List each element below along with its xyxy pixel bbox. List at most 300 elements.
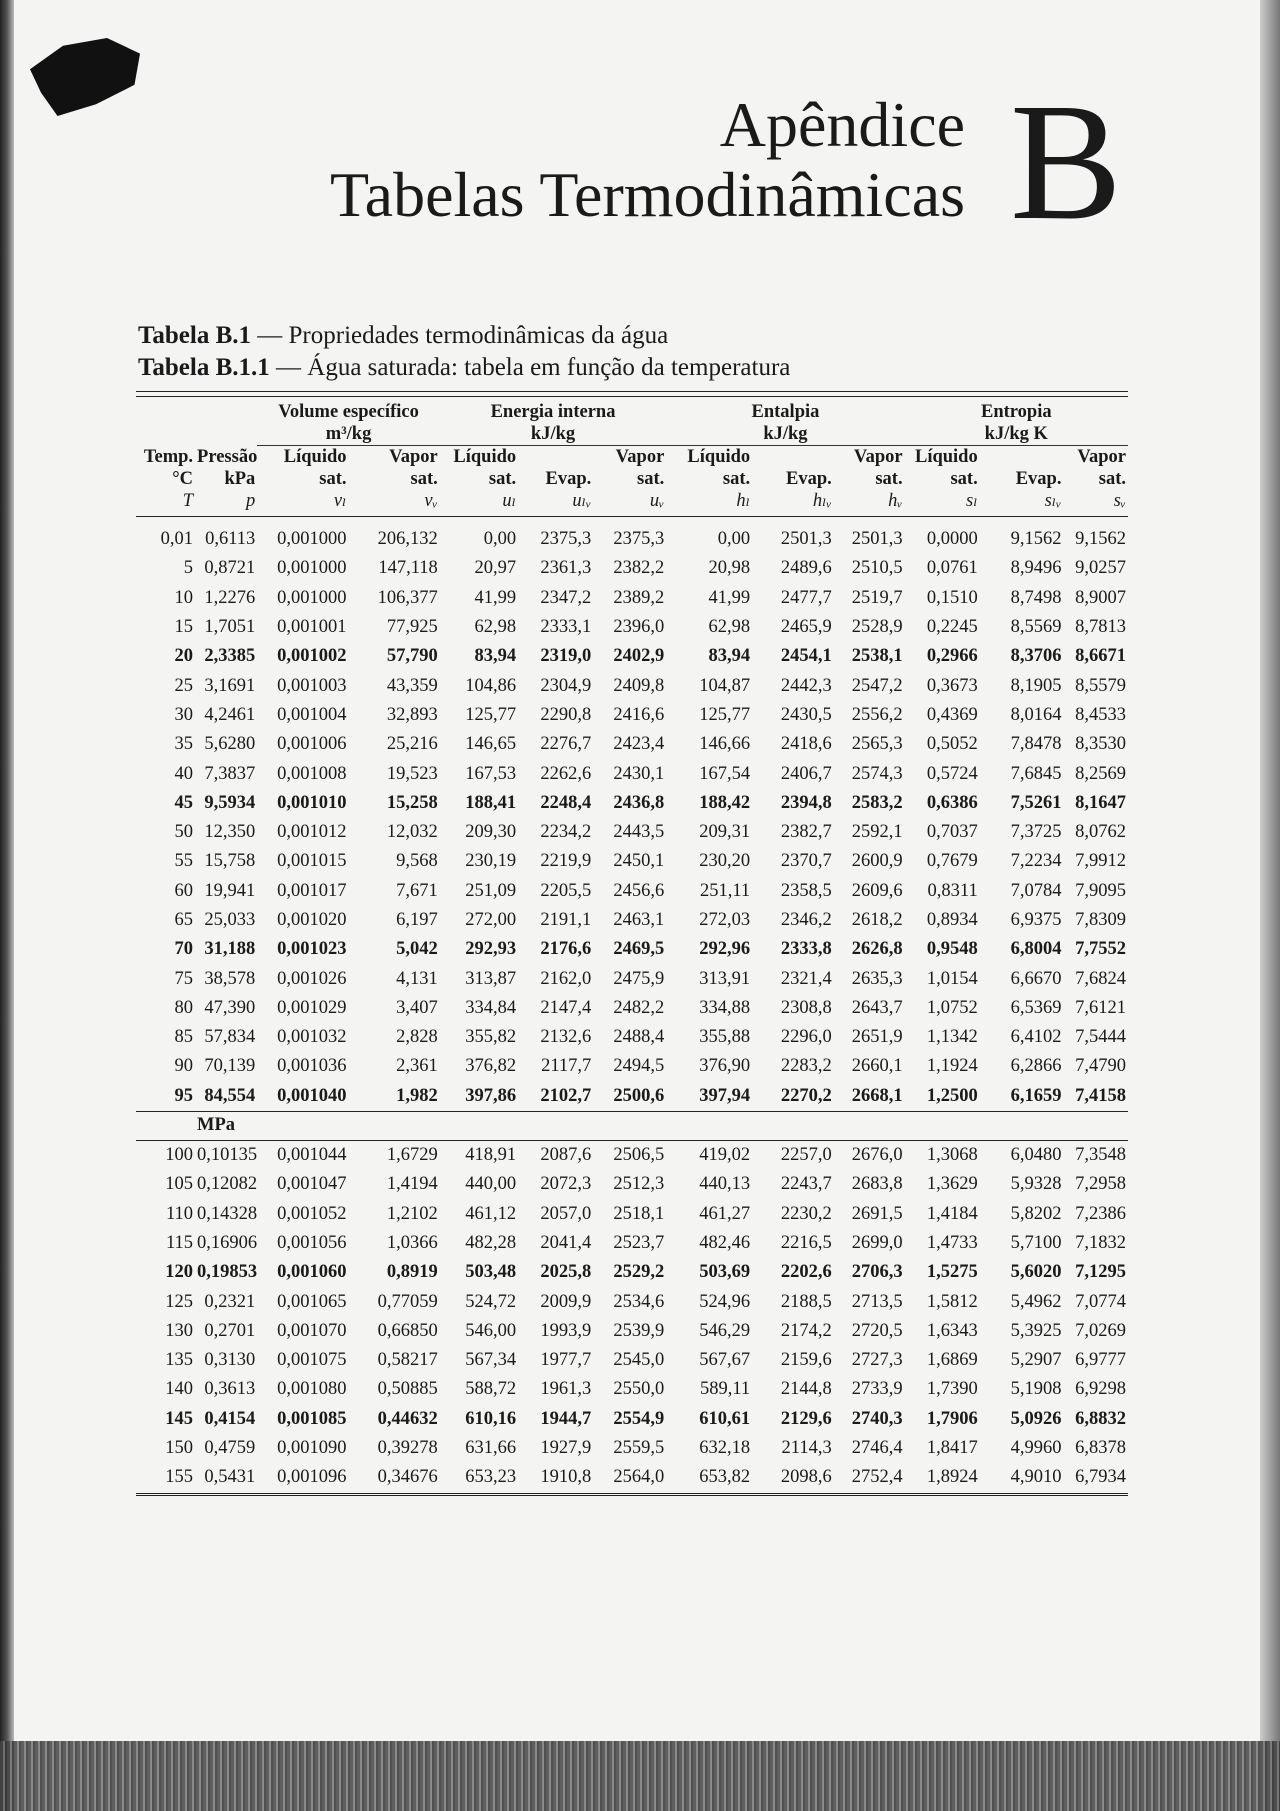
table-cell: 0,001080: [277, 1379, 347, 1400]
table-cell: 7,6121: [1075, 997, 1126, 1018]
table-cell: 8,7813: [1075, 617, 1126, 638]
table-cell: 8,5579: [1075, 675, 1126, 696]
table-cell: 2308,8: [780, 997, 832, 1018]
table-row: [136, 671, 1128, 700]
table-row: [136, 1023, 1128, 1052]
table-cell: 272,03: [699, 910, 751, 930]
table-cell: 2418,6: [780, 734, 832, 755]
table-cell: 0,001000: [277, 529, 347, 550]
table-cell: 5,6280: [204, 734, 256, 755]
table-cell: 1,7051: [204, 617, 256, 638]
table-cell: 0,16906: [197, 1232, 258, 1253]
table-cell: 15,258: [386, 792, 438, 813]
table-cell: 2129,6: [780, 1408, 832, 1429]
table-cell: 75: [174, 968, 194, 989]
table-cell: 2564,0: [593, 1463, 666, 1494]
table-cell: 6,9298: [1075, 1379, 1126, 1400]
column-header-cell: sat.: [1098, 469, 1126, 489]
table-body-kpa: [136, 517, 1128, 1112]
table-cell: 8,9007: [1075, 587, 1126, 608]
table-cell: 1,1924: [926, 1056, 978, 1077]
table-cell: 7,0784: [1010, 880, 1062, 901]
table-cell: 8,0164: [1010, 704, 1062, 725]
table-cell: 0,50885: [377, 1379, 438, 1400]
table-cell: 6,5369: [1010, 997, 1062, 1018]
table-cell: 2454,1: [780, 646, 832, 667]
table-cell: 5: [183, 558, 194, 579]
table-cell: 7,3725: [1010, 822, 1062, 843]
table-cell: 2668,1: [851, 1085, 903, 1106]
table-cell: 272,00: [465, 910, 517, 930]
table-cell: 2506,5: [613, 1145, 665, 1166]
table-cell: 50: [174, 822, 194, 843]
column-header-cell: [518, 446, 593, 469]
table-cell: 2609,6: [851, 880, 903, 901]
table-cell: 0,19853: [197, 1262, 258, 1283]
table-cell: 2333,1: [540, 617, 592, 638]
table-cell: 2443,5: [613, 822, 665, 843]
table-cell: 1,6729: [386, 1145, 438, 1166]
table-cell: 2188,5: [780, 1291, 832, 1312]
table-cell: 2752,4: [834, 1463, 905, 1494]
table-cell: 209,31: [699, 822, 751, 843]
table-cell: 0,001012: [277, 822, 347, 843]
table-cell: 292,93: [465, 939, 517, 960]
table-row: [136, 584, 1128, 613]
table-cell: 6,8378: [1075, 1438, 1126, 1459]
table-cell: 7,6824: [1075, 968, 1126, 989]
table-cell: 2477,7: [780, 587, 832, 608]
column-header-cell: vᵥ: [349, 490, 440, 517]
table-cell: 1,0752: [926, 997, 978, 1018]
table-cell: 6,9777: [1075, 1350, 1126, 1371]
table-cell: 0,0000: [926, 529, 978, 550]
table-cell: 397,86: [465, 1085, 517, 1106]
table-cell: 2494,5: [613, 1056, 665, 1077]
table-cell: 1,1342: [926, 1027, 978, 1048]
table-cell: 120: [165, 1262, 194, 1283]
table-cell: 7,671: [396, 880, 438, 901]
table-row: [136, 818, 1128, 847]
saturated-water-table: [136, 393, 1128, 1496]
group-unit-volume: m³/kg: [257, 423, 440, 446]
table-cell: 145: [165, 1408, 194, 1429]
table-cell: 0,8721: [204, 558, 256, 579]
table-cell: 7,1832: [1075, 1232, 1126, 1253]
table-row: [136, 877, 1128, 906]
column-header-cell: hᵥ: [834, 490, 905, 517]
table-cell: 2347,2: [540, 587, 592, 608]
table-cell: 2270,2: [780, 1085, 832, 1106]
table-cell: 0,001040: [277, 1085, 347, 1106]
table-cell: 0,00: [717, 529, 751, 550]
table-cell: 313,87: [465, 968, 517, 989]
table-cell: 25,216: [386, 734, 438, 755]
table-cell: 2463,1: [613, 910, 665, 930]
table-cell: 38,578: [204, 968, 256, 989]
column-header-cell: Vapor: [389, 447, 438, 467]
table-cell: 4,2461: [204, 704, 256, 725]
column-header-cell: kPa: [224, 469, 256, 489]
table-cell: 85: [174, 1027, 194, 1048]
table-cell: 1,4194: [386, 1174, 438, 1195]
table-cell: 2230,2: [780, 1203, 832, 1224]
table-cell: 62,98: [708, 617, 751, 638]
table-cell: 2,828: [396, 1027, 438, 1048]
table-cell: 8,9496: [1010, 558, 1062, 579]
table-cell: 40: [174, 763, 194, 784]
table-cell: 2216,5: [780, 1232, 832, 1253]
table-cell: 2147,4: [540, 997, 592, 1018]
table-cell: 7,4158: [1075, 1085, 1126, 1106]
table-cell: 5,1908: [1010, 1379, 1062, 1400]
table-cell: 31,188: [204, 939, 256, 960]
table-row: [136, 964, 1128, 993]
table-cell: 0,001026: [277, 968, 347, 989]
table-row: [136, 1463, 1128, 1494]
table-cell: 1,2102: [386, 1203, 438, 1224]
table-cell: 83,94: [474, 646, 517, 667]
column-header-cell: Temp.: [143, 446, 194, 467]
table-cell: 8,0762: [1075, 822, 1126, 843]
table-row: [136, 1375, 1128, 1404]
table-cell: 2469,5: [613, 939, 665, 960]
column-header-cell: uᵥ: [593, 490, 666, 517]
table-cell: 167,53: [465, 763, 517, 784]
table-cell: 0,001096: [257, 1463, 348, 1494]
table-cell: 0,001090: [277, 1438, 347, 1459]
table-cell: 9,1562: [1075, 529, 1126, 550]
table-cell: 589,11: [699, 1379, 751, 1400]
table-cell: 0,6113: [205, 529, 256, 550]
table-cell: 0,001002: [277, 646, 347, 667]
table-cell: 57,790: [386, 646, 438, 667]
table-cell: 3,1691: [204, 675, 256, 696]
table-cell: 65: [174, 910, 194, 930]
table-cell: 2370,7: [780, 851, 832, 872]
table-cell: 5,042: [396, 939, 438, 960]
table-cell: 2501,3: [851, 529, 903, 550]
table-cell: 2442,3: [780, 675, 832, 696]
table-cell: 2565,3: [851, 734, 903, 755]
column-header-cell: Pressão: [197, 446, 258, 467]
table-cell: 2375,3: [540, 529, 592, 550]
table-cell: 0,34676: [349, 1463, 440, 1494]
table-cell: 2465,9: [780, 617, 832, 638]
table-cell: 0,01: [160, 529, 194, 550]
table-cell: 2512,3: [613, 1174, 665, 1195]
table-cell: 5,2907: [1010, 1350, 1062, 1371]
table-cell: 15,758: [204, 851, 256, 872]
table-cell: 2319,0: [540, 646, 592, 667]
table-cell: 2733,9: [851, 1379, 903, 1400]
table-row: [136, 1200, 1128, 1229]
column-header-cell: Vapor: [853, 447, 903, 467]
table-cell: 482,28: [465, 1232, 517, 1253]
table-cell: 334,88: [699, 997, 751, 1018]
table-cell: 2706,3: [851, 1262, 903, 1283]
table-cell: 2699,0: [851, 1232, 903, 1253]
table-cell: 7,5261: [1010, 792, 1062, 813]
table-cell: 8,3530: [1075, 734, 1126, 755]
table-cell: 440,00: [465, 1174, 517, 1195]
table-cell: 2102,7: [540, 1085, 592, 1106]
column-header-symbols: [136, 490, 1128, 517]
column-header-cell: Líquido: [914, 447, 978, 467]
table-row: [136, 554, 1128, 583]
table-cell: 0,001044: [277, 1145, 347, 1166]
table-cell: 2009,9: [540, 1291, 592, 1312]
table-row: [136, 906, 1128, 935]
column-header-cell: sₗᵥ: [980, 490, 1064, 517]
table-row: [136, 759, 1128, 788]
table-cell: 0,3130: [204, 1350, 256, 1371]
table-cell: 2600,9: [851, 851, 903, 872]
table-cell: 9,0257: [1075, 558, 1126, 579]
table-cell: 95: [174, 1085, 194, 1106]
group-title-energy: Energia interna: [490, 402, 616, 422]
table-cell: 0,001070: [277, 1320, 347, 1341]
table-cell: 230,20: [699, 851, 751, 872]
table-row: [136, 1140, 1128, 1170]
table-cell: 60: [174, 880, 194, 901]
table-cell: 334,84: [465, 997, 517, 1018]
table-cell: 2488,4: [613, 1027, 665, 1048]
table-cell: 2450,1: [613, 851, 665, 872]
column-header-cell: sat.: [875, 469, 903, 489]
table-cell: 2618,2: [851, 910, 903, 930]
table-cell: 20,97: [474, 558, 517, 579]
table-cell: 2501,3: [780, 529, 832, 550]
table-cell: 9,568: [396, 851, 438, 872]
scan-left-edge: [0, 0, 14, 1811]
table-cell: 0,0761: [926, 558, 978, 579]
table-cell: 2409,8: [613, 675, 665, 696]
table-cell: 0,001004: [277, 704, 347, 725]
table-cell: 1944,7: [540, 1408, 592, 1429]
table-row: [136, 1346, 1128, 1375]
table-row: [136, 1229, 1128, 1258]
table-cell: 0,001065: [277, 1291, 347, 1312]
caption-1-text: — Propriedades termodinâmicas da água: [257, 322, 669, 349]
table-cell: 0,5724: [926, 763, 978, 784]
table-cell: 2651,9: [851, 1027, 903, 1048]
table-cell: 0,8934: [926, 910, 978, 930]
table-cell: 0,9548: [926, 939, 978, 960]
table-cell: 7,4790: [1075, 1056, 1126, 1077]
group-title-volume: Volume específico: [278, 402, 419, 422]
table-cell: 653,23: [440, 1463, 518, 1494]
table-cell: 2547,2: [851, 675, 903, 696]
table-cell: 150: [165, 1438, 194, 1459]
table-cell: 2559,5: [613, 1438, 665, 1459]
table-cell: 41,99: [708, 587, 751, 608]
table-cell: 125: [165, 1291, 194, 1312]
table-cell: 0,8311: [927, 880, 978, 901]
table-cell: 70,139: [204, 1056, 256, 1077]
table-row: [136, 1258, 1128, 1287]
table-cell: 45: [174, 792, 194, 813]
column-header-cell: sₗ: [905, 490, 980, 517]
group-title-entropy: Entropia: [980, 402, 1052, 422]
table-cell: 0,2321: [204, 1291, 256, 1312]
table-cell: 105: [165, 1174, 194, 1195]
table-cell: 1910,8: [518, 1463, 593, 1494]
table-cell: 1,0154: [926, 968, 978, 989]
table-cell: 2534,6: [613, 1291, 665, 1312]
table-cell: 8,5569: [1010, 617, 1062, 638]
table-cell: 2430,1: [613, 763, 665, 784]
table-cell: 2375,3: [613, 529, 665, 550]
table-cell: 0,001060: [277, 1262, 347, 1283]
table-cell: 5,4962: [1010, 1291, 1062, 1312]
table-cell: 43,359: [386, 675, 438, 696]
table-cell: 0,00: [483, 529, 517, 550]
table-cell: 2720,5: [851, 1320, 903, 1341]
table-cell: 32,893: [386, 704, 438, 725]
table-cell: 0,001015: [277, 851, 347, 872]
table-cell: 5,7100: [1010, 1232, 1062, 1253]
table-cell: 0,6386: [926, 792, 978, 813]
table-cell: 9,1562: [1010, 529, 1062, 550]
table-cell: 5,3925: [1010, 1320, 1062, 1341]
table-cell: 0,001003: [277, 675, 347, 696]
table-cell: 7,0774: [1075, 1291, 1126, 1312]
table-row: [136, 1082, 1128, 1112]
table-cell: 251,09: [465, 880, 517, 901]
table-cell: 2556,2: [851, 704, 903, 725]
table-cell: 0,001017: [277, 880, 347, 901]
table-cell: 100: [165, 1145, 194, 1166]
table-cell: 84,554: [204, 1085, 256, 1106]
table-cell: 1,0366: [386, 1232, 438, 1253]
table-cell: 2304,9: [540, 675, 592, 696]
table-cell: 2098,6: [752, 1463, 834, 1494]
column-header-cell: p: [195, 490, 257, 517]
table-cell: 2482,2: [613, 997, 665, 1018]
table-cell: 20,98: [708, 558, 751, 579]
column-header-cell: sat.: [488, 469, 517, 489]
table-cell: 0,3673: [926, 675, 978, 696]
column-header-cell: vₗ: [257, 490, 348, 517]
table-cell: 7,3548: [1075, 1145, 1126, 1166]
table-cell: 610,61: [699, 1408, 751, 1429]
table-cell: 146,66: [699, 734, 751, 755]
table-cell: 2691,5: [851, 1203, 903, 1224]
table-cell: 2057,0: [540, 1203, 592, 1224]
table-cell: 8,2569: [1075, 763, 1126, 784]
table-cell: 20: [174, 646, 194, 667]
table-cell: 2528,9: [851, 617, 903, 638]
table-cell: 2191,1: [540, 910, 592, 930]
table-cell: 2475,9: [613, 968, 665, 989]
table-cell: 2248,4: [540, 792, 592, 813]
table-cell: 2,3385: [204, 646, 256, 667]
column-header-cell: Evap.: [1015, 469, 1062, 489]
table-cell: 125,77: [699, 704, 751, 725]
table-cell: 567,34: [465, 1350, 517, 1371]
table-cell: 2176,6: [540, 939, 592, 960]
table-cell: 80: [174, 997, 194, 1018]
table-cell: 503,48: [465, 1262, 517, 1283]
table-cell: 230,19: [465, 851, 517, 872]
table-cell: 2290,8: [540, 704, 592, 725]
table-cell: 2041,4: [540, 1232, 592, 1253]
table-cell: 2518,1: [613, 1203, 665, 1224]
table-cell: 0,7679: [926, 851, 978, 872]
table-cell: 0,14328: [197, 1203, 258, 1224]
table-row: [136, 642, 1128, 671]
table-cell: 2174,2: [780, 1320, 832, 1341]
table-cell: 0,001008: [277, 763, 347, 784]
table-cell: 6,2866: [1010, 1056, 1062, 1077]
table-cell: 30: [174, 704, 194, 725]
table-cell: 90: [174, 1056, 194, 1077]
table-cell: 0,001000: [277, 587, 347, 608]
table-row: [136, 1287, 1128, 1316]
table-cell: 77,925: [386, 617, 438, 638]
table-cell: 83,94: [708, 646, 751, 667]
table-cell: 2436,8: [613, 792, 665, 813]
table-cell: 6,8004: [1010, 939, 1062, 960]
table-cell: 9,5934: [204, 792, 256, 813]
table-cell: 41,99: [474, 587, 517, 608]
table-cell: 2550,0: [613, 1379, 665, 1400]
table-cell: 0,10135: [197, 1145, 258, 1166]
table-cell: 4,131: [396, 968, 438, 989]
table-cell: 0,12082: [197, 1174, 258, 1195]
table-cell: 0,5431: [195, 1463, 257, 1494]
table-cell: 70: [174, 939, 194, 960]
table-body-mpa: [136, 1111, 1128, 1494]
table-cell: 6,0480: [1010, 1145, 1062, 1166]
table-cell: 355,82: [465, 1027, 517, 1048]
table-cell: 0,001052: [277, 1203, 347, 1224]
table-cell: 0,5052: [926, 734, 978, 755]
table-cell: 2205,5: [540, 880, 592, 901]
table-cell: 4,9010: [980, 1463, 1064, 1494]
column-header-cell: sᵥ: [1063, 490, 1128, 517]
table-cell: 110: [165, 1203, 194, 1224]
column-header-cell: uₗ: [440, 490, 518, 517]
table-cell: 2346,2: [780, 910, 832, 930]
table-cell: 106,377: [377, 587, 438, 608]
table-cell: 2529,2: [613, 1262, 665, 1283]
column-header-cell: Líquido: [283, 447, 347, 467]
table-cell: 2740,3: [851, 1408, 903, 1429]
table-cell: 1977,7: [540, 1350, 592, 1371]
table-cell: 1961,3: [540, 1379, 592, 1400]
table-cell: 0,8919: [386, 1262, 438, 1283]
table-cell: 2025,8: [540, 1262, 592, 1283]
table-cell: 62,98: [474, 617, 517, 638]
table-row: [136, 847, 1128, 876]
column-header-cell: sat.: [722, 469, 751, 489]
table-cell: 2276,7: [540, 734, 592, 755]
table-cell: 19,523: [386, 763, 438, 784]
table-cell: 2416,6: [613, 704, 665, 725]
table-cell: 0,66850: [377, 1320, 438, 1341]
table-cell: 2583,2: [851, 792, 903, 813]
table-cell: 610,16: [465, 1408, 517, 1429]
table-cell: 1,6869: [926, 1350, 978, 1371]
table-cell: 524,96: [699, 1291, 751, 1312]
table-cell: 2746,4: [851, 1438, 903, 1459]
table-cell: 588,72: [465, 1379, 517, 1400]
table-cell: 0,001032: [277, 1027, 347, 1048]
table-cell: 6,7934: [1063, 1463, 1128, 1494]
table-cell: 2626,8: [851, 939, 903, 960]
